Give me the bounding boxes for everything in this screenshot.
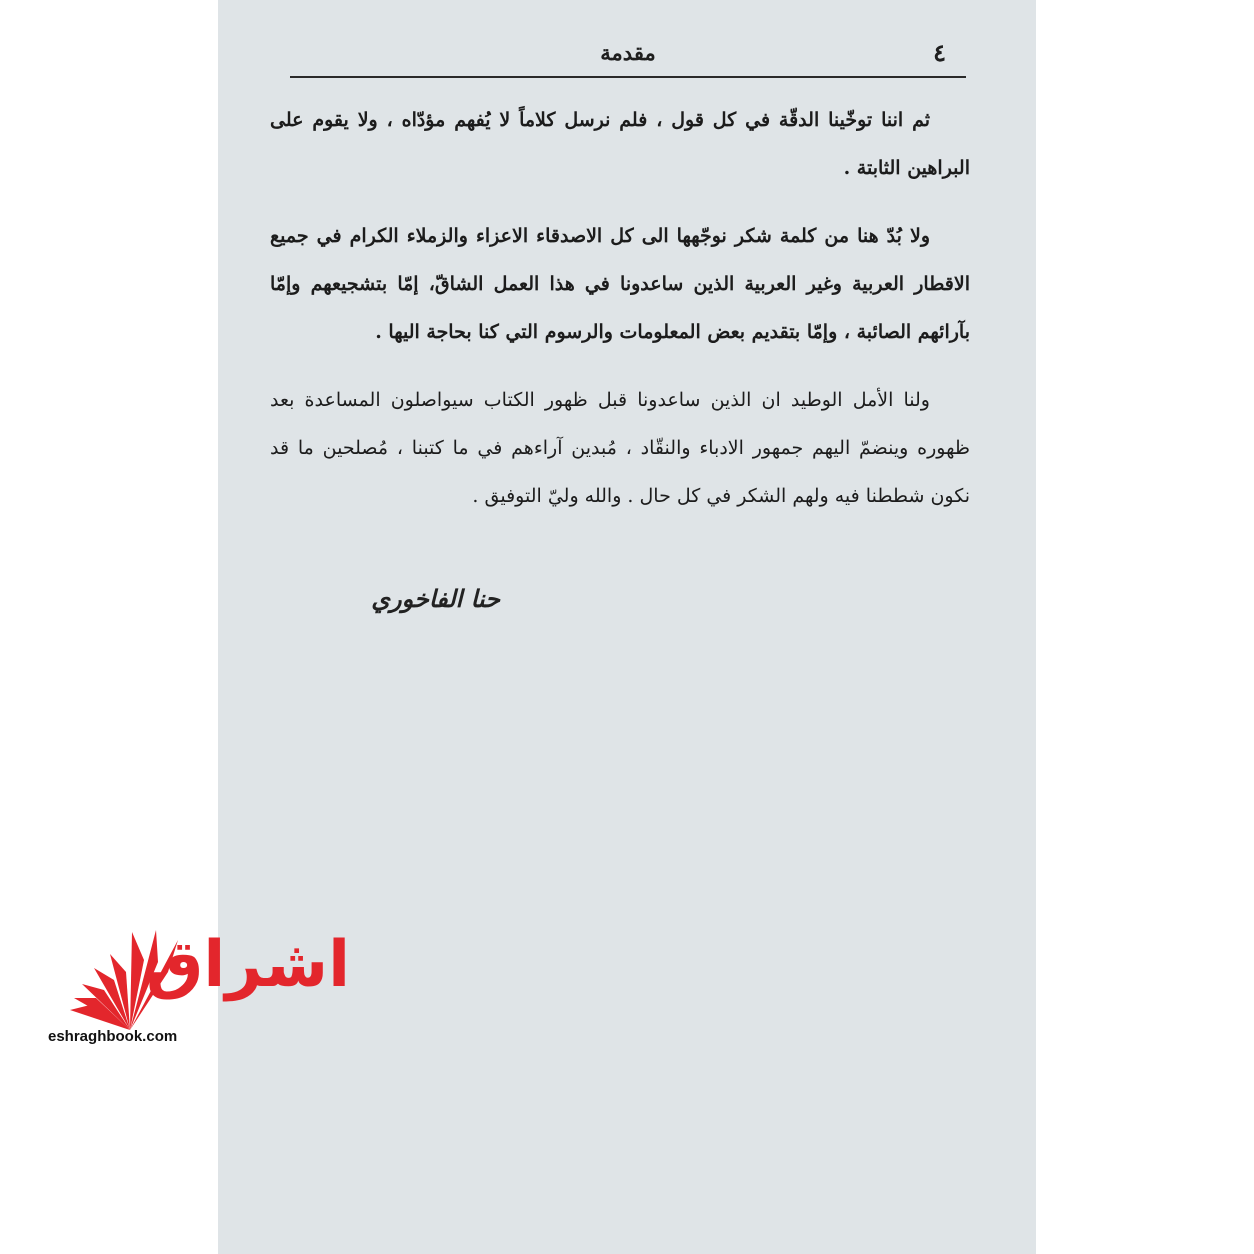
publisher-watermark xyxy=(40,900,360,1060)
page-number: ٤ xyxy=(933,38,946,67)
page-header xyxy=(290,38,966,78)
author-signature: حنا الفاخوري xyxy=(371,584,500,613)
watermark-brand: اشراق xyxy=(146,928,350,1002)
paragraph-1: ثم اننا توخّينا الدقّة في كل قول ، فلم نرسل كلاماً لا يُفهم مؤدّاه ، ولا يقوم على البراهين الثابتة . xyxy=(270,109,970,179)
page-title: مقدمة xyxy=(600,40,656,65)
body-text xyxy=(270,96,970,540)
watermark-url: eshraghbook.com xyxy=(48,1028,178,1045)
paragraph-3: ولنا الأمل الوطيد ان الذين ساعدونا قبل ظهور الكتاب سيواصلون المساعدة بعد ظهوره وينضمّ اليهم جمهور الادباء والنقّاد ، مُبدين آراءهم في ما كتبنا ، مُصلحين ما قد نكون شططنا فيه ولهم الشكر في كل حال . والله وليّ التوفيق . xyxy=(270,389,970,507)
header-divider xyxy=(290,76,966,78)
paragraph-2: ولا بُدّ هنا من كلمة شكر نوجّهها الى كل الاصدقاء الاعزاء والزملاء الكرام في جميع الاقطار العربية وغير العربية الذين ساعدونا في هذا العمل الشاقّ، إمّا بتشجيعهم وإمّا بآرائهم الصائبة ، وإمّا بتقديم بعض المعلومات والرسوم التي كنا بحاجة اليها . xyxy=(270,225,970,343)
